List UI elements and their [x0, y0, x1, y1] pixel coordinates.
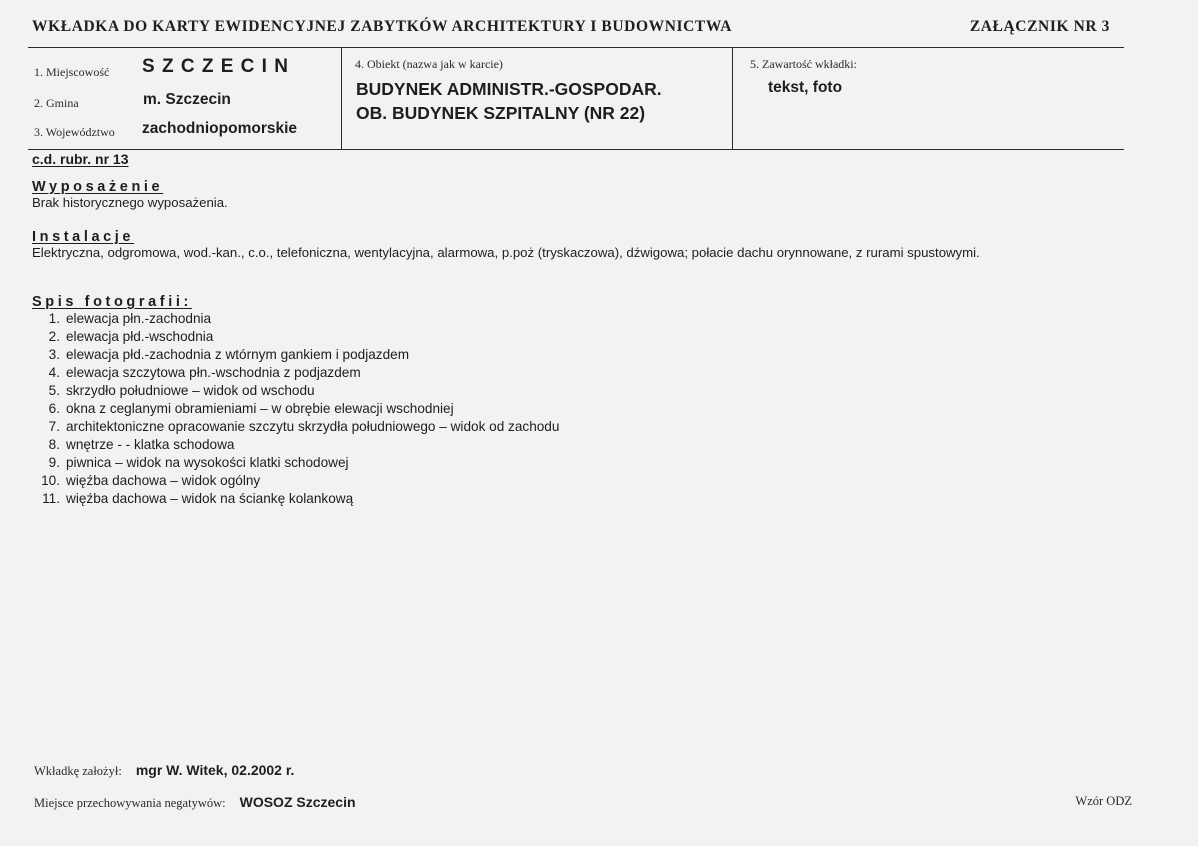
wojewodztwo-value: zachodniopomorskie: [142, 120, 298, 137]
photo-list: [32, 310, 1132, 508]
wyposazenie-text: Brak historycznego wyposażenia.: [32, 195, 228, 210]
photo-caption: elewacja płd.-zachodnia z wtórnym gankiem i podjazdem: [66, 347, 410, 362]
photo-number: 8.: [48, 437, 60, 452]
instalacje-heading: Instalacje: [32, 229, 135, 245]
photo-caption: architektoniczne opracowanie szczytu skrzydła południowego – widok od zachodu: [66, 419, 560, 434]
wojewodztwo-label: 3. Województwo: [34, 125, 115, 139]
wyposazenie-section: [32, 179, 1132, 211]
miejscowosc-label: 1. Miejscowość: [34, 65, 110, 79]
zawartosc-label: 5. Zawartość wkładki:: [750, 57, 857, 71]
photo-number: 3.: [48, 347, 60, 362]
photo-caption: skrzydło południowe – widok od wschodu: [66, 383, 315, 398]
photo-number: 11.: [42, 491, 60, 506]
photo-list-item: [32, 382, 1132, 400]
header-fields-box: [28, 47, 1124, 150]
gmina-value: m. Szczecin: [143, 91, 231, 108]
annex-number: ZAŁĄCZNIK NR 3: [969, 18, 1110, 35]
zalozyl-label: Wkładkę założył:: [34, 764, 122, 778]
column-divider: [732, 48, 733, 149]
spis-fotografii-section: [32, 294, 1132, 508]
photo-caption: elewacja płd.-wschodnia: [66, 329, 214, 344]
photo-number: 2.: [48, 329, 60, 344]
photo-caption: okna z ceglanymi obramieniami – w obrębie elewacji wschodniej: [66, 401, 454, 416]
gmina-label: 2. Gmina: [34, 96, 79, 110]
miejscowosc-value: S Z C Z E C I N: [142, 56, 289, 77]
photo-number: 1.: [48, 311, 60, 326]
photo-list-item: [32, 472, 1132, 490]
spis-fotografii-heading: Spis fotografii:: [32, 294, 192, 310]
form-title: WKŁADKA DO KARTY EWIDENCYJNEJ ZABYTKÓW ARCHITEKTURY I BUDOWNICTWA: [32, 18, 733, 35]
photo-caption: więźba dachowa – widok ogólny: [66, 473, 261, 488]
photo-list-item: [32, 436, 1132, 454]
photo-list-item: [32, 418, 1132, 436]
photo-number: 9.: [48, 455, 60, 470]
photo-list-item: [32, 310, 1132, 328]
instalacje-section: [32, 229, 1132, 261]
obiekt-name-line2: OB. BUDYNEK SZPITALNY (NR 22): [356, 103, 646, 123]
photo-number: 5.: [48, 383, 60, 398]
photo-list-item: [32, 364, 1132, 382]
photo-number: 7.: [48, 419, 60, 434]
instalacje-text: Elektryczna, odgromowa, wod.-kan., c.o., telefoniczna, wentylacyjna, alarmowa, p.poż (tryskaczowa), dźwigowa; połacie dachu orynnowane, z rurami spustowymi.: [32, 245, 980, 260]
rubric-label: c.d. rubr. nr 13: [32, 151, 129, 167]
photo-list-item: [32, 328, 1132, 346]
photo-caption: elewacja szczytowa płn.-wschodnia z podjazdem: [66, 365, 361, 380]
photo-caption: elewacja płn.-zachodnia: [66, 311, 212, 326]
photo-number: 10.: [41, 473, 60, 488]
zalozyl-line: [34, 762, 294, 780]
wyposazenie-heading: Wyposażenie: [32, 179, 164, 195]
photo-caption: wnętrze - - klatka schodowa: [66, 437, 235, 452]
form-template-mark: Wzór ODZ: [1075, 794, 1132, 808]
zawartosc-value: tekst, foto: [768, 79, 843, 96]
photo-caption: więźba dachowa – widok na ściankę kolankową: [66, 491, 354, 506]
negatywy-label: Miejsce przechowywania negatywów:: [34, 796, 226, 810]
negatywy-value: WOSOZ Szczecin: [239, 794, 356, 810]
negatywy-line: [34, 794, 356, 812]
rubric-heading: [32, 151, 128, 169]
photo-list-item: [32, 400, 1132, 418]
photo-caption: piwnica – widok na wysokości klatki schodowej: [66, 455, 349, 470]
photo-list-item: [32, 454, 1132, 472]
zalozyl-value: mgr W. Witek, 02.2002 r.: [135, 762, 295, 778]
column-divider: [341, 48, 342, 149]
photo-number: 6.: [48, 401, 60, 416]
photo-list-item: [32, 490, 1132, 508]
obiekt-name-line1: BUDYNEK ADMINISTR.-GOSPODAR.: [356, 79, 662, 99]
obiekt-label: 4. Obiekt (nazwa jak w karcie): [355, 57, 503, 71]
photo-number: 4.: [48, 365, 60, 380]
photo-list-item: [32, 346, 1132, 364]
